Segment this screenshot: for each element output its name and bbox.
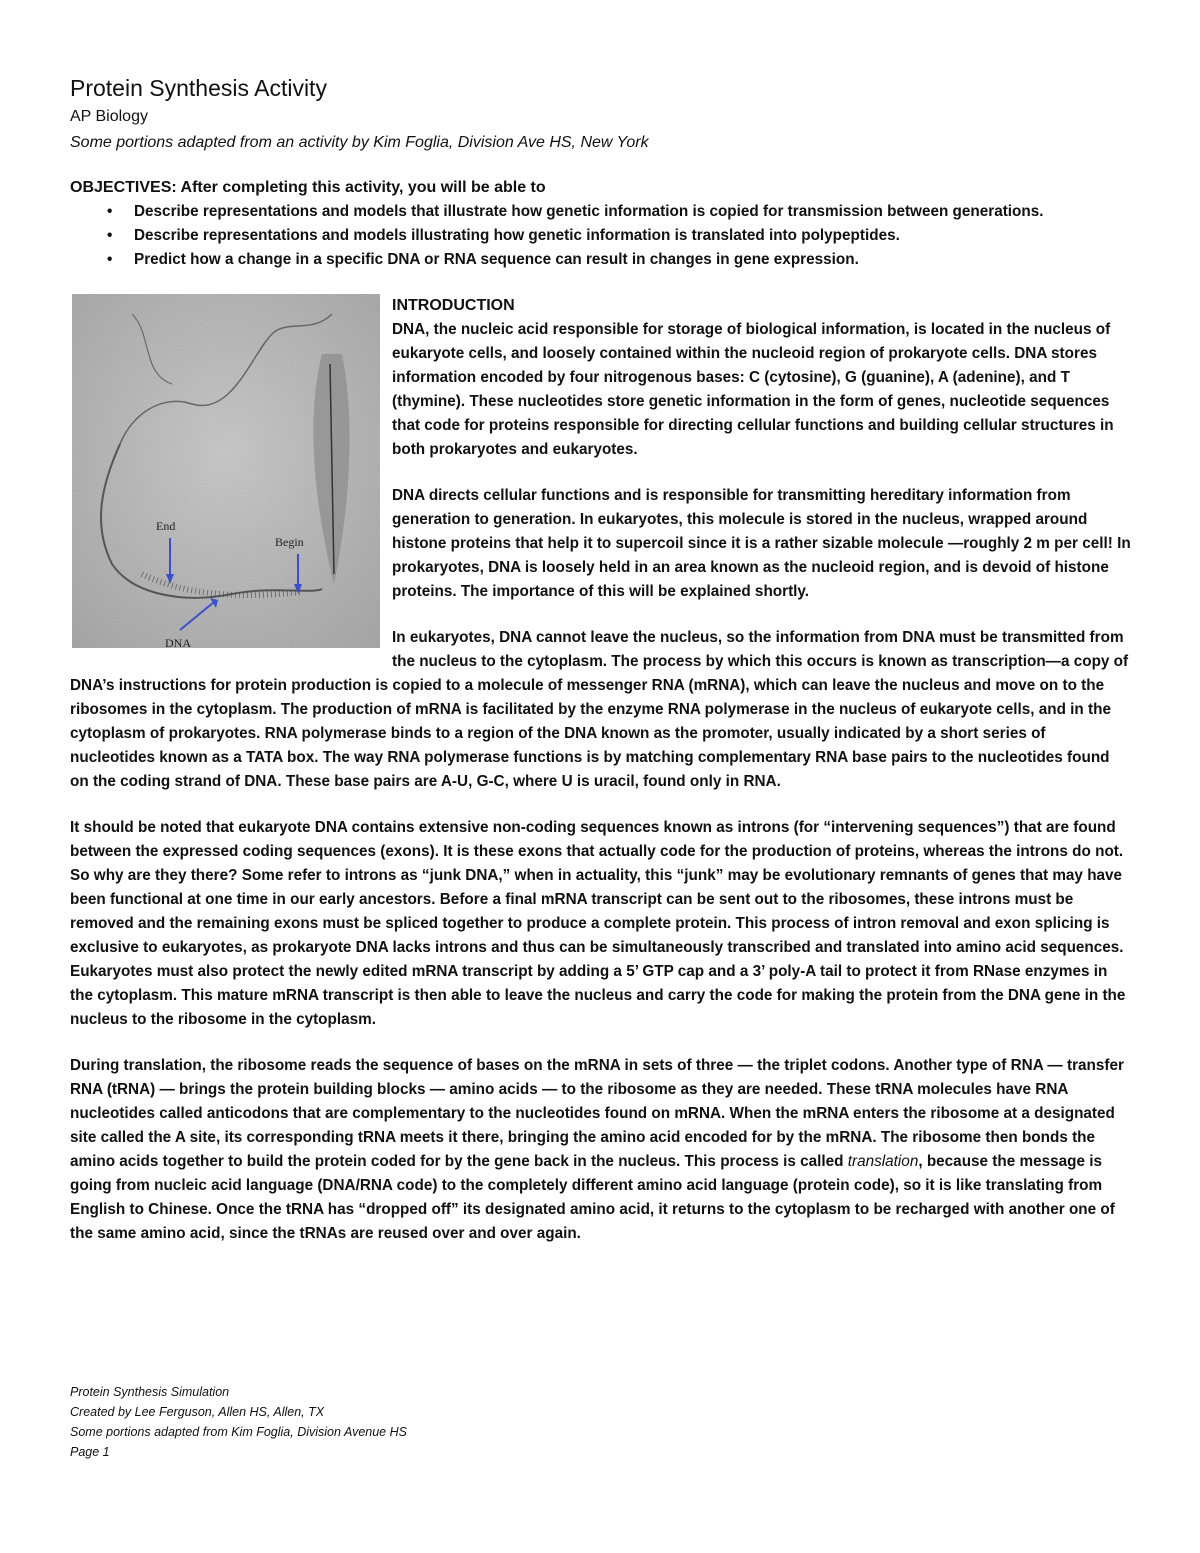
intro-column — [392, 294, 1132, 626]
micrograph-svg — [72, 294, 380, 648]
bullet-icon: • — [107, 227, 113, 244]
introduction-section — [70, 294, 1132, 1246]
document-title: Protein Synthesis Activity — [70, 75, 327, 101]
objectives-heading: OBJECTIVES: After completing this activity, you will be able to — [70, 179, 546, 196]
list-item — [70, 224, 1132, 248]
begin-label: Begin — [275, 535, 304, 549]
attribution-line: Some portions adapted from an activity by Kim Foglia, Division Ave HS, New York — [70, 134, 649, 151]
objectives-list — [70, 200, 1132, 272]
footer-line: Created by Lee Ferguson, Allen HS, Allen, TX — [70, 1405, 325, 1419]
translation-term: translation — [847, 1153, 919, 1170]
footer-line: Protein Synthesis Simulation — [70, 1385, 230, 1399]
end-label: End — [156, 519, 176, 533]
translation-text-before: During translation, the ribosome reads the sequence of bases on the mRNA in sets of three — the triplet codons. Another type of RNA — transfer RNA (tRNA) — brings the protein building blocks — amino acids — to the ribosome as they are needed. These tRNA molecules have RNA nucleotides called anticodons that are complementary to the nucleotides found on mRNA. When the mRNA enters the ribosome at a designated site called the A site, its corresponding tRNA meets it there, bringing the amino acid encoded for by the mRNA. The ribosome then bonds the amino acids together to build the protein coded for by the gene back in the nucleus. This process is called — [70, 1057, 1124, 1170]
bullet-icon: • — [107, 251, 113, 268]
translation-paragraph — [70, 1054, 1132, 1246]
dna-label: DNA — [165, 636, 191, 648]
footer-line: Some portions adapted from Kim Foglia, Division Avenue HS — [70, 1425, 407, 1439]
transcription-paragraph: In eukaryotes, DNA cannot leave the nucleus, so the information from DNA must be transmitted from the nucleus to the cytoplasm. The process by which this occurs is known as transcription—a copy of DNA’s instructions for protein production is copied to a molecule of messenger RNA (mRNA), which can leave the nucleus and move on to the ribosomes in the cytoplasm. The production of mRNA is facilitated by the enzyme RNA polymerase in the nucleus of eukaryote cells, and in the cytoplasm of prokaryotes. RNA polymerase binds to a region of the DNA known as the promoter, usually indicated by a short series of nucleotides known as a TATA box. The way RNA polymerase functions is by matching complementary RNA base pairs to the nucleotides found on the coding strand of DNA. These base pairs are A-U, G-C, where U is uracil, found only in RNA. — [70, 629, 1129, 790]
objective-text: Predict how a change in a specific DNA or RNA sequence can result in changes in gene expression. — [134, 251, 859, 268]
bullet-icon: • — [107, 203, 113, 220]
page-number: Page 1 — [70, 1445, 110, 1459]
list-item — [70, 200, 1132, 224]
translation-text-after: , because the message is going from nucleic acid language (DNA/RNA code) to the completely different amino acid language (protein code), so it is like translating from English to Chinese. Once the tRNA has “dropped off” its designated amino acid, it returns to the cytoplasm to be recharged with another one of the same amino acid, since the tRNAs are reused over and over again. — [70, 1153, 1115, 1242]
course-subtitle: AP Biology — [70, 108, 148, 125]
document-page — [70, 72, 1132, 1246]
body-text — [70, 626, 1132, 1246]
introduction-heading: INTRODUCTION — [392, 297, 515, 314]
page-footer — [70, 1382, 407, 1462]
intro-paragraph-1: DNA, the nucleic acid responsible for storage of biological information, is located in the nucleus of eukaryote cells, and loosely contained within the nucleoid region of prokaryote cells. DNA stores information encoded by four nitrogenous bases: C (cytosine), G (guanine), A (adenine), and T (thymine). These nucleotides store genetic information in the form of genes, nucleotide sequences that code for proteins responsible for directing cellular functions and building cellular structures in both prokaryotes and eukaryotes. — [392, 321, 1114, 458]
intro-paragraph-2: DNA directs cellular functions and is responsible for transmitting hereditary information from generation to generation. In eukaryotes, this molecule is stored in the nucleus, wrapped around histone proteins that help it to supercoil since it is a rather sizable molecule —roughly 2 m per cell! In prokaryotes, DNA is loosely held in an area known as the nucleoid region, and is devoid of histone proteins. The importance of this will be explained shortly. — [392, 487, 1131, 600]
objective-text: Describe representations and models that illustrate how genetic information is copied for transmission between generations. — [134, 203, 1044, 220]
introns-paragraph: It should be noted that eukaryote DNA contains extensive non-coding sequences known as introns (for “intervening sequences”) that are found between the expressed coding sequences (exons). It is these exons that actually code for the production of proteins, whereas the introns do not. So why are they there? Some refer to introns as “junk DNA,” when in actuality, this “junk” may be evolutionary remnants of genes that may have been functional at one time in our early ancestors. Before a final mRNA transcript can be sent out to the ribosomes, these introns must be removed and the remaining exons must be spliced together to produce a complete protein. This process of intron removal and exon splicing is exclusive to eukaryotes, as prokaryote DNA lacks introns and thus can be simultaneously transcribed and translated into amino acid sequences. Eukaryotes must also protect the newly edited mRNA transcript by adding a 5’ GTP cap and a 3’ poly-A tail to protect it from RNase enzymes in the cytoplasm. This mature mRNA transcript is then able to leave the nucleus and carry the code for making the protein from the DNA gene in the nucleus to the ribosome in the cytoplasm. — [70, 819, 1126, 1028]
objective-text: Describe representations and models illustrating how genetic information is translated into polypeptides. — [134, 227, 900, 244]
list-item — [70, 248, 1132, 272]
dna-micrograph-image — [72, 294, 380, 648]
